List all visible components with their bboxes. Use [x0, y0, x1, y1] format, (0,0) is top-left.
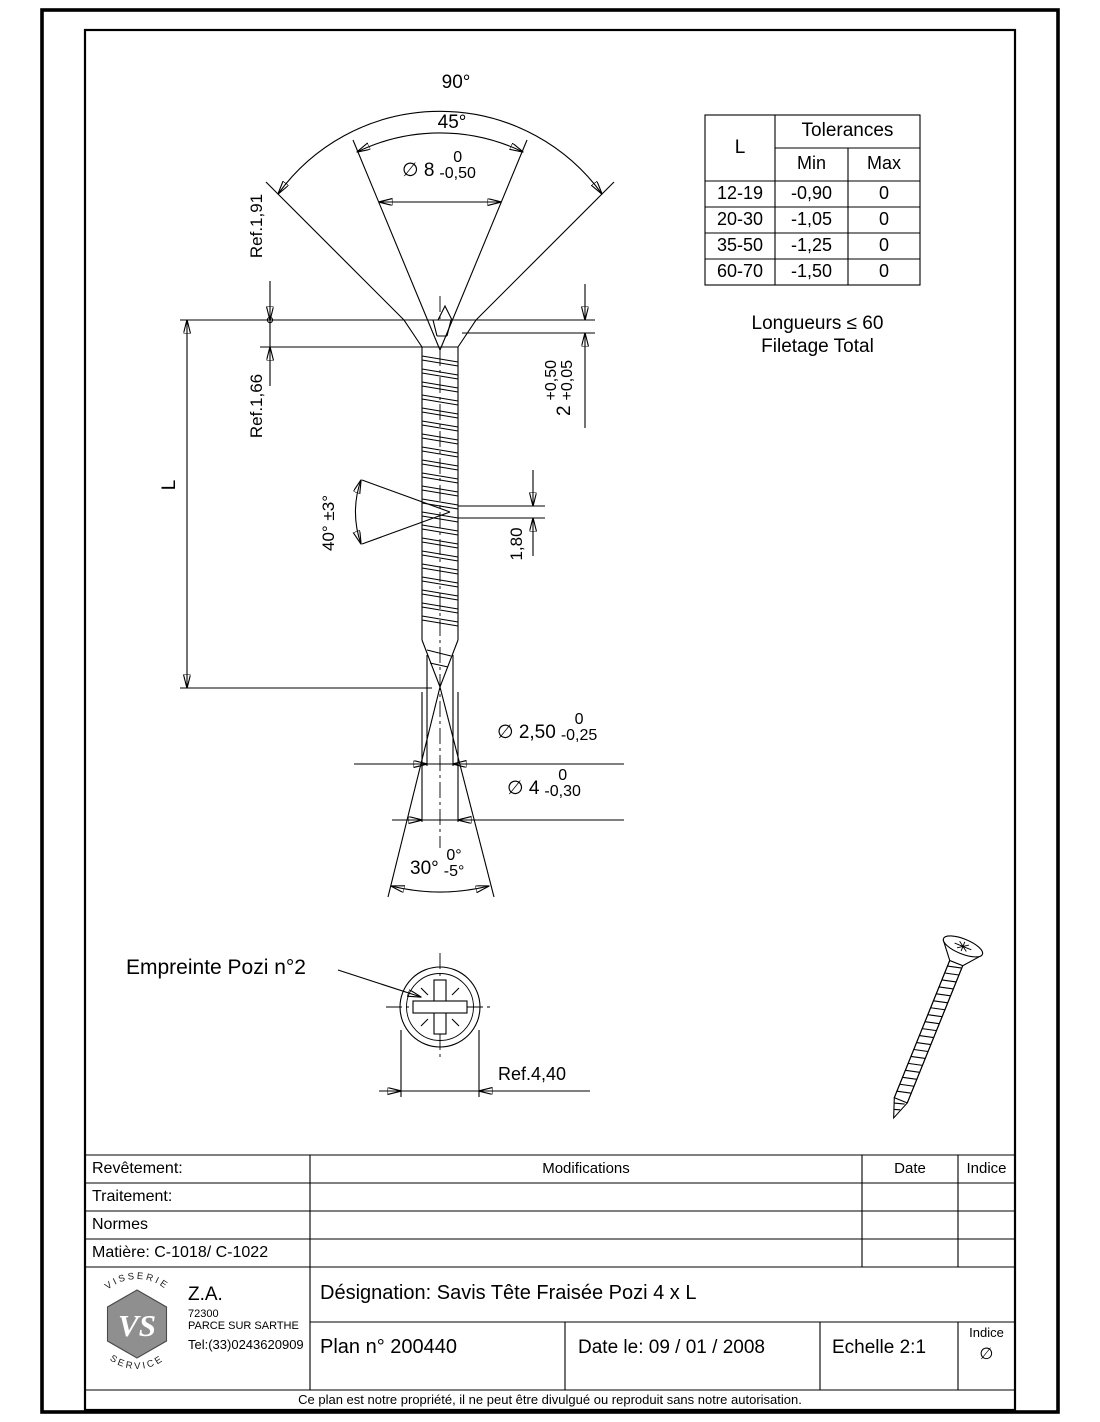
company-za: Z.A.	[188, 1284, 223, 1305]
tol-range: 60-70	[716, 261, 764, 281]
dia250-upper: 0	[574, 711, 584, 728]
dia250-prefix: ∅ 2,50	[497, 722, 556, 743]
tol-header-title: Tolerances	[801, 120, 894, 141]
company-city: PARCE SUR SARTHE	[188, 1320, 299, 1332]
col-indice: Indice	[966, 1160, 1007, 1177]
pitch-lower: +0,05	[559, 359, 576, 401]
company-tel: Tel:(33)0243620909	[188, 1337, 304, 1352]
tip-lower: -5°	[443, 863, 465, 880]
dim-ref-166: Ref.1,66	[247, 373, 266, 439]
field-indice-label: Indice	[969, 1325, 1004, 1340]
ownership-notice: Ce plan est notre propriété, il ne peut être divulgué ou reproduit sans notre autorisation.	[298, 1392, 802, 1407]
note-line-1: Longueurs ≤ 60	[751, 313, 884, 334]
svg-text:VISSERIE	[103, 1271, 171, 1292]
tol-max: 0	[878, 235, 889, 255]
dim-length-l: L	[159, 479, 180, 491]
field-date: Date le: 09 / 01 / 2008	[578, 1337, 765, 1358]
field-plan-number: Plan n° 200440	[320, 1336, 458, 1358]
dim-dia-250	[495, 712, 599, 744]
tol-header-min: Min	[796, 153, 826, 173]
field-indice-value: ∅	[979, 1346, 994, 1363]
col-modifications: Modifications	[542, 1160, 630, 1177]
tip-prefix: 30°	[410, 858, 439, 879]
company-logo	[103, 1271, 171, 1372]
logo-ring-top: VISSERIE	[102, 1270, 172, 1293]
logo-monogram: VS	[118, 1308, 156, 1343]
field-designation: Désignation: Savis Tête Fraisée Pozi 4 x L	[320, 1282, 697, 1304]
tol-max: 0	[878, 261, 889, 281]
field-normes: Normes	[92, 1216, 149, 1233]
note-block	[715, 312, 920, 358]
dia250-lower: -0,25	[560, 727, 598, 744]
dia4-upper: 0	[558, 767, 568, 784]
field-revetement: Revêtement:	[92, 1160, 183, 1177]
dia8-prefix: ∅ 8	[402, 160, 435, 181]
dim-pitch	[544, 328, 576, 448]
dim-dia-4	[505, 768, 583, 800]
tol-min: -1,50	[790, 261, 833, 281]
dim-flank-angle: 40° ±3°	[319, 476, 339, 570]
tol-max: 0	[878, 209, 889, 229]
logo-ring-bottom: SERVICE	[107, 1353, 167, 1373]
dim-angle-45: 45°	[437, 112, 467, 133]
dim-ref-440: Ref.4,40	[498, 1064, 567, 1084]
dia4-prefix: ∅ 4	[507, 778, 540, 799]
tol-min: -1,25	[790, 235, 833, 255]
tol-range: 35-50	[716, 235, 764, 255]
dim-ref-191: Ref.1,91	[247, 193, 266, 259]
tol-max: 0	[878, 183, 889, 203]
dia4-lower: -0,30	[544, 783, 581, 800]
pitch-upper: +0,50	[543, 359, 560, 401]
dim-tip-angle	[408, 848, 466, 880]
tip-upper: 0°	[446, 847, 462, 864]
note-line-2: Filetage Total	[761, 336, 874, 357]
dim-depth-180: 1,80	[507, 527, 526, 561]
dia8-lower: -0,50	[439, 165, 476, 182]
field-echelle: Echelle 2:1	[832, 1337, 927, 1358]
pozi-callout: Empreinte Pozi n°2	[126, 956, 306, 979]
tol-min: -0,90	[790, 183, 833, 203]
pitch-prefix: 2	[554, 405, 575, 417]
screw-3d-view	[874, 932, 985, 1126]
tol-header-l: L	[734, 137, 746, 158]
dim-angle-90: 90°	[441, 72, 471, 93]
field-matiere: Matière: C-1018/ C-1022	[92, 1244, 269, 1261]
company-zip: 72300	[188, 1308, 219, 1320]
col-date: Date	[894, 1160, 926, 1177]
tol-header-max: Max	[866, 153, 901, 173]
tol-range: 12-19	[716, 183, 764, 203]
dia8-upper: 0	[453, 149, 463, 166]
tol-min: -1,05	[790, 209, 833, 229]
field-traitement: Traitement:	[92, 1188, 173, 1205]
dim-dia-8	[400, 150, 478, 182]
tol-range: 20-30	[716, 209, 764, 229]
